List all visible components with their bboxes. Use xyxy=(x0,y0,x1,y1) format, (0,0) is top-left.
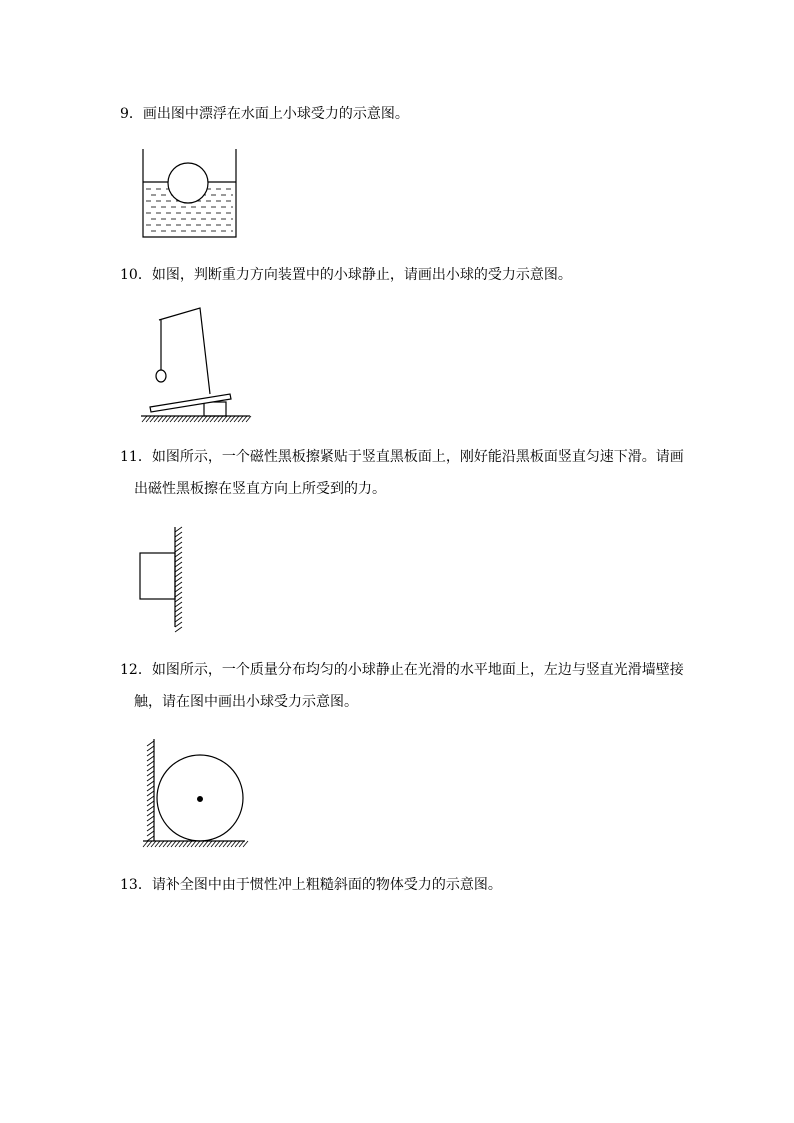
hatch-mark xyxy=(175,597,182,602)
hatch-mark xyxy=(175,627,182,632)
tilted-base xyxy=(150,394,231,412)
hatch-mark xyxy=(147,806,154,811)
hatch-mark xyxy=(175,612,182,617)
hatch-mark xyxy=(175,572,182,577)
figure-floating-ball xyxy=(135,145,245,245)
hatch-mark xyxy=(175,592,182,597)
hatch-mark xyxy=(175,532,182,537)
hanging-ball xyxy=(156,370,166,382)
hatch-mark xyxy=(147,766,154,771)
hatch-mark xyxy=(147,836,154,841)
hatch-mark xyxy=(175,617,182,622)
wall-hatching xyxy=(175,527,182,632)
hatch-mark xyxy=(175,567,182,572)
hatch-mark xyxy=(147,826,154,831)
ball-center-point xyxy=(198,797,203,802)
hatch-mark xyxy=(147,831,154,836)
hatch-mark xyxy=(147,801,154,806)
ground-hatching xyxy=(142,416,251,422)
support-block xyxy=(204,402,226,416)
hatch-mark xyxy=(147,821,154,826)
eraser-block xyxy=(140,553,175,599)
ground-hatching xyxy=(143,841,248,847)
hatch-mark xyxy=(175,622,182,627)
wall-hatching xyxy=(147,741,154,841)
hatch-mark xyxy=(175,607,182,612)
floating-ball xyxy=(168,163,208,203)
hatch-mark xyxy=(147,756,154,761)
hatch-mark xyxy=(147,771,154,776)
hatch-mark xyxy=(175,547,182,552)
hatch-mark xyxy=(147,811,154,816)
question-11-text-line2: 出磁性黑板擦在竖直方向上所受到的力。 xyxy=(134,481,386,497)
hatch-mark xyxy=(175,527,182,532)
hatch-mark xyxy=(147,776,154,781)
question-11-text-line1: 11．如图所示，一个磁性黑板擦紧贴于竖直黑板面上，刚好能沿黑板面竖直匀速下滑。请画 xyxy=(120,449,684,465)
question-9-text: 9．画出图中漂浮在水面上小球受力的示意图。 xyxy=(120,106,409,122)
hatch-mark xyxy=(147,761,154,766)
hatch-mark xyxy=(175,552,182,557)
hatch-mark xyxy=(175,587,182,592)
hatch-mark xyxy=(175,602,182,607)
hatch-mark xyxy=(147,786,154,791)
question-10-text: 10．如图，判断重力方向装置中的小球静止，请画出小球的受力示意图。 xyxy=(120,267,572,283)
hatch-mark xyxy=(147,796,154,801)
hatch-mark xyxy=(147,791,154,796)
hatch-mark xyxy=(147,781,154,786)
hatch-mark xyxy=(175,577,182,582)
figure-magnetic-eraser xyxy=(135,525,195,633)
hatch-mark xyxy=(147,751,154,756)
figure-ball-against-wall xyxy=(138,735,250,850)
hatch-mark xyxy=(175,582,182,587)
hatch-mark xyxy=(147,816,154,821)
question-13-text: 13．请补全图中由于惯性冲上粗糙斜面的物体受力的示意图。 xyxy=(120,877,502,893)
hatch-mark xyxy=(175,557,182,562)
figure-gravity-direction-device xyxy=(138,300,258,425)
hatch-mark xyxy=(147,741,154,746)
stand-frame xyxy=(159,308,210,394)
hatch-mark xyxy=(175,537,182,542)
question-12-text-line2: 触，请在图中画出小球受力示意图。 xyxy=(134,694,358,710)
hatch-mark xyxy=(147,746,154,751)
question-12-text-line1: 12．如图所示，一个质量分布均匀的小球静止在光滑的水平地面上，左边与竖直光滑墙壁接 xyxy=(120,662,684,678)
hatch-mark xyxy=(175,542,182,547)
hatch-mark xyxy=(175,562,182,567)
